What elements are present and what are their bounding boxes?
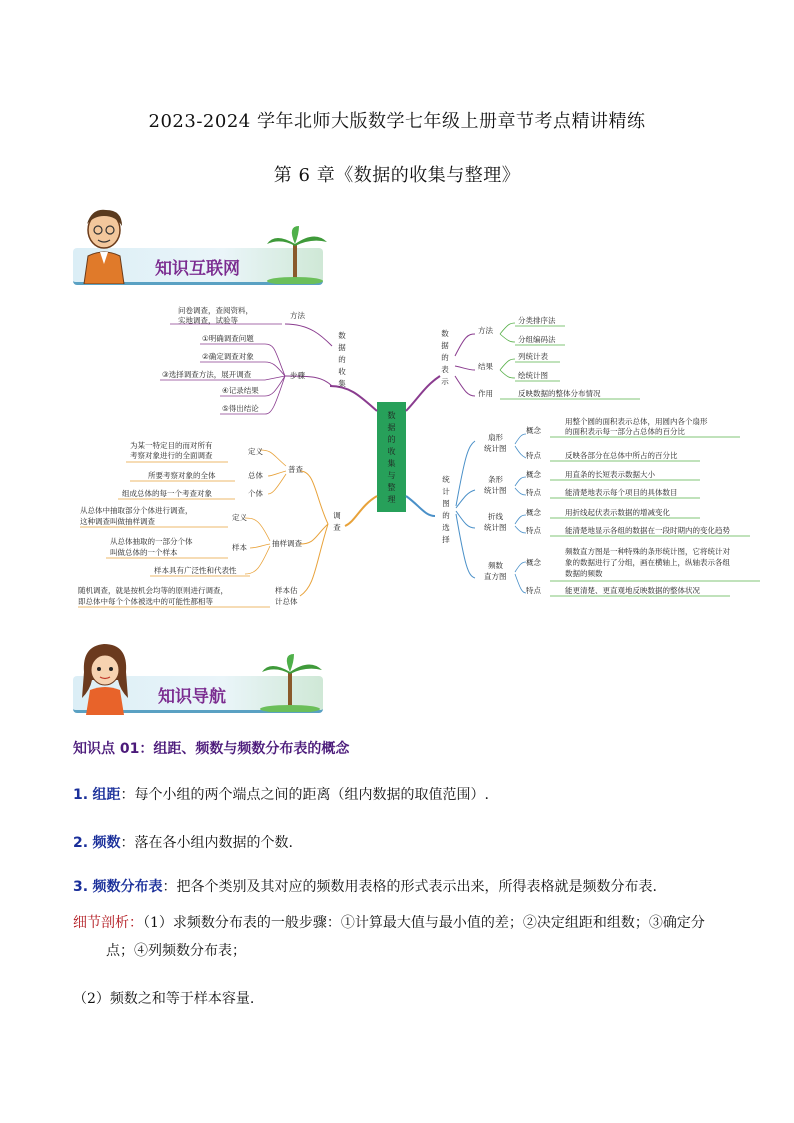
census-label: 普查 (288, 465, 303, 474)
banner-knowledge-navigation-label: 知识导航 (158, 687, 226, 707)
svg-text:组成总体的每一个考查对象: 组成总体的每一个考查对象 (122, 489, 212, 498)
svg-text:③选择调查方法，展开调查: ③选择调查方法，展开调查 (162, 370, 252, 379)
detail-analysis-point2: （2）频数之和等于样本容量. (73, 991, 255, 1007)
svg-text:总体: 总体 (248, 471, 263, 480)
svg-text:特点: 特点 (526, 488, 541, 497)
palm-tree-icon (265, 224, 330, 284)
svg-text:数: 数 (441, 329, 449, 338)
student-girl-illustration (70, 640, 140, 715)
svg-text:用折线起伏表示数据的增减变化: 用折线起伏表示数据的增减变化 (565, 508, 670, 517)
svg-text:即总体中每个个体被选中的可能性都相等: 即总体中每个个体被选中的可能性都相等 (78, 597, 213, 606)
svg-text:概念: 概念 (526, 426, 541, 435)
svg-text:的: 的 (442, 511, 450, 520)
svg-text:能更清楚、更直观地反映数据的整体状况: 能更清楚、更直观地反映数据的整体状况 (565, 586, 700, 595)
bar-chart-label: 条形 (488, 475, 503, 484)
svg-text:定义: 定义 (248, 447, 263, 456)
collect-method-label: 方法 (290, 311, 305, 320)
sampling-label: 抽样调查 (272, 539, 302, 548)
svg-text:据: 据 (338, 343, 346, 352)
svg-text:为某一特定目的而对所有: 为某一特定目的而对所有 (130, 441, 213, 450)
branch-represent-label (441, 328, 449, 386)
svg-text:从总体抽取的一部分个体: 从总体抽取的一部分个体 (110, 537, 193, 546)
svg-text:概念: 概念 (526, 470, 541, 479)
branch-survey-label: 调 (333, 511, 341, 520)
svg-text:计总体: 计总体 (275, 597, 298, 606)
svg-text:查: 查 (333, 523, 341, 532)
svg-text:频数直方图是一种特殊的条形统计图，它将统计对: 频数直方图是一种特殊的条形统计图，它将统计对 (565, 547, 730, 556)
svg-text:用直条的长短表示数据大小: 用直条的长短表示数据大小 (565, 470, 655, 479)
svg-text:直方图: 直方图 (484, 572, 507, 581)
svg-text:计: 计 (442, 487, 450, 496)
svg-text:数: 数 (338, 331, 346, 340)
svg-text:问卷调查，查阅资料，: 问卷调查，查阅资料， (178, 306, 253, 315)
svg-text:随机调查，就是按机会均等的原则进行调查，: 随机调查，就是按机会均等的原则进行调查， (78, 586, 228, 595)
svg-text:统计图: 统计图 (484, 444, 507, 453)
represent-method-label: 方法 (478, 326, 493, 335)
svg-text:特点: 特点 (526, 586, 541, 595)
svg-text:能清楚地表示每个项目的具体数目: 能清楚地表示每个项目的具体数目 (565, 488, 678, 497)
represent-function-label: 作用 (478, 389, 493, 398)
svg-text:样本: 样本 (232, 543, 247, 552)
svg-text:示: 示 (441, 377, 449, 386)
svg-text:数据的频数: 数据的频数 (565, 569, 603, 578)
svg-text:的: 的 (387, 435, 396, 444)
banner-knowledge-network-label: 知识互联网 (155, 259, 240, 279)
document-title: 2023-2024 学年北师大版数学七年级上册章节考点精讲精练 (148, 111, 646, 132)
detail-analysis-cont: 点；④列频数分布表； (106, 943, 246, 959)
branch-collect-label (338, 330, 346, 388)
svg-text:反映数据的整体分布情况: 反映数据的整体分布情况 (518, 389, 601, 398)
knowledge-mindmap (60, 296, 760, 616)
svg-text:的: 的 (441, 353, 449, 362)
knowledge-point-heading: 知识点 01：组距、频数与频数分布表的概念 (73, 741, 350, 757)
svg-text:考察对象进行的全面调查: 考察对象进行的全面调查 (130, 451, 213, 460)
svg-text:这种调查叫做抽样调查: 这种调查叫做抽样调查 (80, 517, 155, 526)
svg-text:绘统计图: 绘统计图 (518, 371, 548, 380)
definition-frequency-table: 3. 频数分布表：把各个类别及其对应的频数用表格的形式表示出来，所得表格就是频数分布表. (73, 879, 657, 895)
collect-steps-label: 步骤 (290, 371, 305, 380)
svg-text:所要考察对象的全体: 所要考察对象的全体 (148, 471, 216, 480)
svg-text:据: 据 (441, 341, 449, 350)
svg-text:集: 集 (387, 459, 396, 468)
estimate-label: 样本估 (275, 586, 298, 595)
svg-text:与: 与 (387, 471, 396, 480)
histogram-label: 频数 (488, 561, 503, 570)
svg-text:的: 的 (338, 355, 346, 364)
represent-result-label: 结果 (478, 362, 493, 371)
svg-text:概念: 概念 (526, 558, 541, 567)
svg-text:④记录结果: ④记录结果 (222, 386, 259, 395)
svg-text:统计图: 统计图 (484, 486, 507, 495)
svg-text:用整个圆的面积表示总体，用圆内各个扇形: 用整个圆的面积表示总体，用圆内各个扇形 (565, 417, 708, 426)
svg-text:叫做总体的一个样本: 叫做总体的一个样本 (110, 548, 178, 557)
teacher-illustration (72, 204, 142, 284)
svg-text:定义: 定义 (232, 513, 247, 522)
definition-frequency: 2. 频数：落在各小组内数据的个数. (73, 835, 293, 851)
svg-text:的面积表示每一部分占总体的百分比: 的面积表示每一部分占总体的百分比 (565, 427, 685, 436)
svg-text:集: 集 (338, 379, 346, 388)
svg-text:理: 理 (387, 495, 396, 504)
svg-text:统计图: 统计图 (484, 523, 507, 532)
svg-text:①明确调查问题: ①明确调查问题 (202, 334, 254, 343)
svg-text:从总体中抽取部分个体进行调查，: 从总体中抽取部分个体进行调查， (80, 506, 193, 515)
svg-text:能清楚地显示各组的数据在一段时期内的变化趋势: 能清楚地显示各组的数据在一段时期内的变化趋势 (565, 526, 730, 535)
svg-text:象的数据进行了分组，画在横轴上，纵轴表示各组: 象的数据进行了分组，画在横轴上，纵轴表示各组 (565, 558, 730, 567)
pie-chart-label: 扇形 (488, 433, 503, 442)
svg-text:据: 据 (387, 423, 396, 432)
svg-text:整: 整 (387, 483, 396, 492)
palm-tree-icon-2 (258, 652, 328, 712)
svg-text:图: 图 (442, 499, 450, 508)
svg-text:分类排序法: 分类排序法 (518, 316, 556, 325)
svg-text:反映各部分在总体中所占的百分比: 反映各部分在总体中所占的百分比 (565, 451, 678, 460)
line-chart-label: 折线 (488, 512, 503, 521)
svg-text:特点: 特点 (526, 451, 541, 460)
definition-group-width: 1. 组距：每个小组的两个端点之间的距离（组内数据的取值范围）. (73, 787, 489, 803)
svg-text:②确定调查对象: ②确定调查对象 (202, 352, 254, 361)
svg-text:样本具有广泛性和代表性: 样本具有广泛性和代表性 (154, 566, 237, 575)
svg-text:概念: 概念 (526, 508, 541, 517)
svg-text:分组编码法: 分组编码法 (518, 335, 556, 344)
branch-choose-label (442, 474, 450, 544)
svg-text:⑤得出结论: ⑤得出结论 (222, 404, 259, 413)
svg-text:表: 表 (441, 365, 449, 374)
svg-text:数: 数 (387, 411, 396, 420)
detail-analysis: 细节剖析：（1）求频数分布表的一般步骤：①计算最大值与最小值的差；②决定组距和组数；③确定分 (73, 915, 705, 931)
svg-text:列统计表: 列统计表 (518, 352, 548, 361)
svg-text:收: 收 (387, 447, 396, 456)
chapter-title: 第 6 章《数据的收集与整理》 (273, 165, 521, 186)
svg-text:选: 选 (442, 523, 450, 532)
svg-text:个体: 个体 (248, 489, 263, 498)
svg-text:择: 择 (442, 535, 450, 544)
svg-text:统: 统 (442, 475, 450, 484)
svg-text:特点: 特点 (526, 526, 541, 535)
svg-text:实地调查，试验等: 实地调查，试验等 (178, 316, 238, 325)
svg-text:收: 收 (338, 367, 346, 376)
